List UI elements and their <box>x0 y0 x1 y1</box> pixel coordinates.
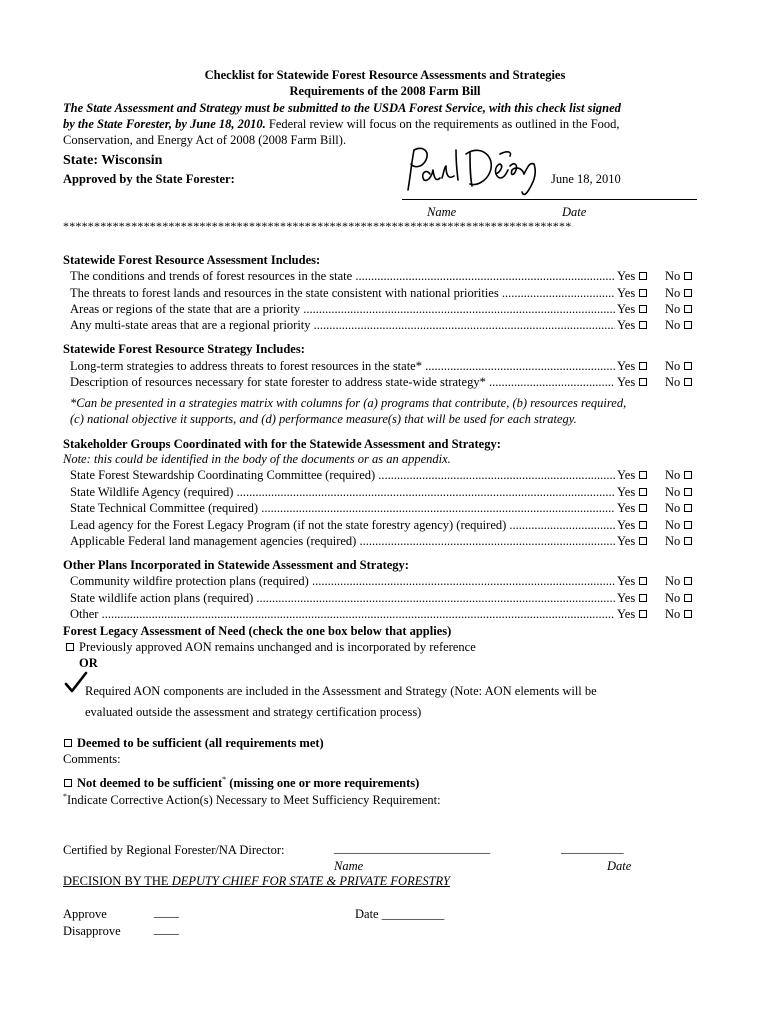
item-text: Community wildfire protection plans (required) <box>70 574 309 588</box>
yes-option[interactable] <box>617 485 647 500</box>
no-label: No <box>665 468 681 482</box>
no-option[interactable] <box>665 302 692 317</box>
assessment-item-2 <box>70 286 615 302</box>
decision-authority: DEPUTY CHIEF FOR STATE & PRIVATE FORESTRY <box>171 874 450 888</box>
option-text-suffix: (missing one or more requirements) <box>226 776 420 791</box>
checkbox-icon[interactable] <box>684 321 692 329</box>
checkbox-icon[interactable] <box>684 289 692 297</box>
checkbox-icon[interactable] <box>639 289 647 297</box>
legacy-option-required-aon-line2: evaluated outside the assessment and strategy certification process) <box>85 705 422 719</box>
document-subtitle: Requirements of the 2008 Farm Bill <box>289 84 481 98</box>
no-label: No <box>665 485 681 499</box>
no-label: No <box>665 574 681 588</box>
yes-label: Yes <box>617 375 636 389</box>
item-text: Applicable Federal land management agencies (required) <box>70 534 357 548</box>
yes-label: Yes <box>617 318 636 332</box>
yes-label: Yes <box>617 359 636 373</box>
yes-label: Yes <box>617 534 636 548</box>
strategy-note-2: (c) national objective it supports, and (d) performance measure(s) that will be used for each strategy. <box>70 412 577 426</box>
disapprove-field[interactable]: ____ <box>154 922 179 936</box>
checkbox-icon[interactable] <box>684 504 692 512</box>
no-option[interactable] <box>665 607 692 622</box>
no-option[interactable] <box>665 318 692 333</box>
no-option[interactable] <box>665 591 692 606</box>
checkbox-icon[interactable] <box>684 305 692 313</box>
item-text: The conditions and trends of forest resources in the state <box>70 269 353 283</box>
stakeholder-item-4 <box>70 518 615 534</box>
strategy-note-1: *Can be presented in a strategies matrix with columns for (a) programs that contribute, (b) resources required, <box>70 396 627 410</box>
no-label: No <box>665 302 681 316</box>
no-option[interactable] <box>665 359 692 374</box>
disapprove-label: Disapprove <box>63 924 121 938</box>
assessment-item-3 <box>70 302 615 318</box>
not-deemed-sufficient-option[interactable] <box>64 775 419 791</box>
state-label: State: Wisconsin <box>63 153 163 168</box>
decision-prefix: DECISION BY THE <box>63 874 172 888</box>
checkbox-icon[interactable] <box>684 610 692 618</box>
intro-line-1: The State Assessment and Strategy must be submitted to the USDA Forest Service, with this check list signed <box>63 101 621 115</box>
checkbox-icon[interactable] <box>64 779 72 787</box>
yes-label: Yes <box>617 607 636 621</box>
signature-line <box>402 199 697 200</box>
certifier-name-field[interactable]: _________________________ <box>334 841 491 855</box>
stakeholder-item-3 <box>70 501 615 517</box>
assessment-heading: Statewide Forest Resource Assessment Includes: <box>63 253 321 267</box>
footnote-mark: * <box>63 792 67 801</box>
checkbox-icon[interactable] <box>639 504 647 512</box>
yes-label: Yes <box>617 485 636 499</box>
intro-paragraph <box>63 100 703 148</box>
approve-field[interactable]: ____ <box>154 905 179 919</box>
item-text: Lead agency for the Forest Legacy Program (if not the state forestry agency) (required) <box>70 518 507 532</box>
checkbox-icon[interactable] <box>639 521 647 529</box>
no-label: No <box>665 375 681 389</box>
no-option[interactable] <box>665 286 692 301</box>
stakeholder-item-1 <box>70 468 615 484</box>
legacy-option-required-aon-line1: Required AON components are included in the Assessment and Strategy (Note: AON elements will be <box>85 684 597 698</box>
item-text: Other <box>70 607 99 621</box>
no-label: No <box>665 518 681 532</box>
other-plan-item-1 <box>70 574 615 590</box>
certifier-date-caption: Date <box>607 859 632 873</box>
no-option[interactable] <box>665 574 692 589</box>
checkbox-icon[interactable] <box>639 378 647 386</box>
no-label: No <box>665 534 681 548</box>
decision-heading <box>63 874 450 889</box>
certified-by-label: Certified by Regional Forester/NA Director: <box>63 843 285 857</box>
intro-review: Federal review will focus on the requirements as outlined in the Food, <box>265 117 620 131</box>
assessment-item-1 <box>70 269 615 285</box>
checkbox-icon[interactable] <box>684 577 692 585</box>
assessment-item-4 <box>70 318 615 334</box>
item-text: Any multi-state areas that are a regional priority <box>70 318 311 332</box>
no-option[interactable] <box>665 501 692 516</box>
deemed-sufficient-option[interactable] <box>64 736 324 751</box>
comments-label: Comments: <box>63 752 121 766</box>
no-option[interactable] <box>665 375 692 390</box>
approval-date: June 18, 2010 <box>551 172 621 186</box>
approved-by-label: Approved by the State Forester: <box>63 172 235 186</box>
yes-option[interactable] <box>617 591 647 606</box>
stakeholder-item-5 <box>70 534 615 550</box>
strategy-item-1 <box>70 359 615 375</box>
intro-line-3: Conservation, and Energy Act of 2008 (2008 Farm Bill). <box>63 133 347 147</box>
yes-label: Yes <box>617 574 636 588</box>
corrective-text: Indicate Corrective Action(s) Necessary to Meet Sufficiency Requirement: <box>67 793 441 808</box>
item-text: State Forest Stewardship Coordinating Committee (required) <box>70 468 376 482</box>
name-caption: Name <box>427 205 457 219</box>
checkbox-icon[interactable] <box>64 739 72 747</box>
or-label: OR <box>79 656 98 670</box>
certifier-date-field[interactable]: __________ <box>561 841 624 855</box>
no-option[interactable] <box>665 269 692 284</box>
checkbox-icon[interactable] <box>639 594 647 602</box>
footnote-mark: * <box>222 775 227 784</box>
yes-label: Yes <box>617 591 636 605</box>
yes-label: Yes <box>617 286 636 300</box>
intro-line-2 <box>63 116 703 132</box>
yes-label: Yes <box>617 501 636 515</box>
decision-date-label: Date <box>355 907 379 921</box>
checkbox-icon[interactable] <box>639 471 647 479</box>
checkbox-icon[interactable] <box>639 272 647 280</box>
other-plan-item-3 <box>70 607 615 623</box>
checkbox-icon[interactable] <box>684 521 692 529</box>
option-text: Not deemed to be sufficient <box>77 776 223 791</box>
yes-label: Yes <box>617 468 636 482</box>
signature-image <box>400 140 550 202</box>
yes-label: Yes <box>617 518 636 532</box>
yes-option[interactable] <box>617 468 647 483</box>
checkbox-icon[interactable] <box>684 488 692 496</box>
checkbox-icon[interactable] <box>639 537 647 545</box>
checkbox-icon[interactable] <box>639 577 647 585</box>
item-text: State wildlife action plans (required) <box>70 591 254 605</box>
checkbox-icon[interactable] <box>684 272 692 280</box>
checkbox-icon[interactable] <box>684 594 692 602</box>
no-option[interactable] <box>665 468 692 483</box>
option-text: Deemed to be sufficient (all requirements met) <box>77 736 324 750</box>
yes-option[interactable] <box>617 501 647 516</box>
no-label: No <box>665 359 681 373</box>
item-text: State Technical Committee (required) <box>70 501 259 515</box>
no-option[interactable] <box>665 534 692 549</box>
yes-option[interactable] <box>617 302 647 317</box>
stakeholder-item-2 <box>70 485 615 501</box>
decision-date-blank[interactable]: __________ <box>381 907 445 921</box>
other-plans-heading: Other Plans Incorporated in Statewide Assessment and Strategy: <box>63 558 409 572</box>
stakeholders-note: Note: this could be identified in the body of the documents or as an appendix. <box>63 452 451 466</box>
no-label: No <box>665 286 681 300</box>
other-plan-item-2 <box>70 591 615 607</box>
no-label: No <box>665 607 681 621</box>
decision-date-field[interactable] <box>355 907 444 922</box>
checkbox-icon[interactable] <box>684 378 692 386</box>
yes-option[interactable] <box>617 318 647 333</box>
checkbox-icon[interactable] <box>684 471 692 479</box>
option-text: Previously approved AON remains unchanged and is incorporated by reference <box>79 640 476 654</box>
no-option[interactable] <box>665 485 692 500</box>
intro-deadline: by the State Forester, by June 18, 2010. <box>63 117 266 131</box>
strategy-heading: Statewide Forest Resource Strategy Includes: <box>63 342 305 356</box>
yes-option[interactable] <box>617 375 647 390</box>
checkbox-icon[interactable] <box>639 488 647 496</box>
checkbox-icon[interactable] <box>639 321 647 329</box>
no-label: No <box>665 591 681 605</box>
no-option[interactable] <box>665 518 692 533</box>
yes-option[interactable] <box>617 269 647 284</box>
checkbox-icon[interactable] <box>66 643 74 651</box>
no-label: No <box>665 501 681 515</box>
no-label: No <box>665 269 681 283</box>
strategy-item-2 <box>70 375 615 391</box>
yes-option[interactable] <box>617 518 647 533</box>
legacy-option-previously-approved[interactable] <box>66 640 476 655</box>
yes-option[interactable] <box>617 607 647 622</box>
yes-option[interactable] <box>617 359 647 374</box>
date-caption: Date <box>562 205 587 219</box>
item-text: Areas or regions of the state that are a priority <box>70 302 301 316</box>
no-label: No <box>665 318 681 332</box>
legacy-heading: Forest Legacy Assessment of Need (check the one box below that applies) <box>63 624 452 638</box>
corrective-action-label <box>63 792 441 808</box>
yes-option[interactable] <box>617 286 647 301</box>
checkbox-icon[interactable] <box>639 610 647 618</box>
stakeholders-heading: Stakeholder Groups Coordinated with for the Statewide Assessment and Strategy: <box>63 437 501 451</box>
item-text: Long-term strategies to address threats to forest resources in the state* <box>70 359 422 373</box>
yes-option[interactable] <box>617 534 647 549</box>
item-text: State Wildlife Agency (required) <box>70 485 234 499</box>
item-text: The threats to forest lands and resources in the state consistent with national priorities <box>70 286 499 300</box>
approve-label: Approve <box>63 907 107 921</box>
checkbox-icon[interactable] <box>639 362 647 370</box>
yes-label: Yes <box>617 302 636 316</box>
document-title: Checklist for Statewide Forest Resource Assessments and Strategies <box>204 68 566 82</box>
separator-stars: ********************************************************************************** <box>63 219 572 233</box>
checkbox-icon[interactable] <box>684 362 692 370</box>
checkbox-icon[interactable] <box>684 537 692 545</box>
yes-label: Yes <box>617 269 636 283</box>
item-text: Description of resources necessary for state forester to address state-wide strategy* <box>70 375 486 389</box>
yes-option[interactable] <box>617 574 647 589</box>
certifier-name-caption: Name <box>334 859 364 873</box>
checkbox-icon[interactable] <box>639 305 647 313</box>
